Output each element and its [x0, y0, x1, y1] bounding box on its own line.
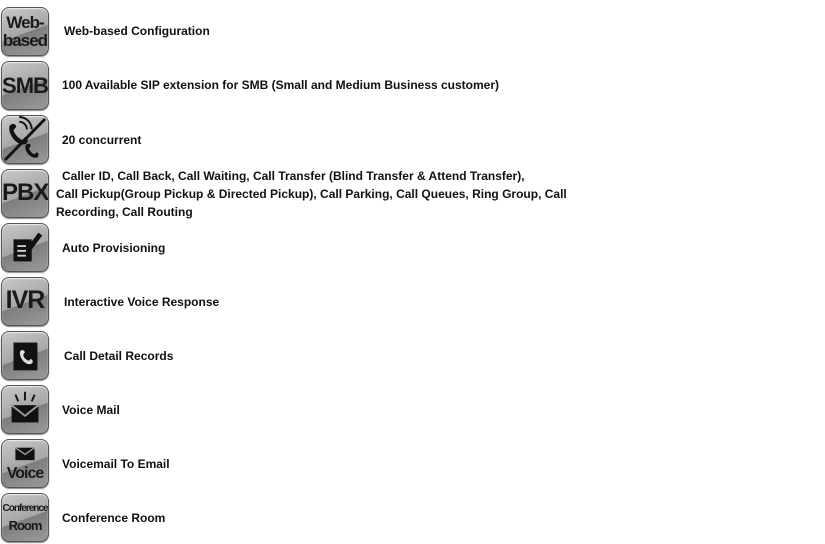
- web-icon-line1: Web-: [6, 13, 44, 32]
- ivr-icon: [1, 277, 49, 326]
- feature-label: Caller ID, Call Back, Call Waiting, Call Transfer (Blind Transfer & Attend Transfer),: [62, 169, 525, 183]
- voice-icon-text: Voice: [6, 465, 44, 482]
- concurrent-calls-icon: [1, 115, 49, 164]
- pbx-icon: [1, 169, 49, 218]
- web-icon-line2: based: [2, 31, 48, 50]
- web-based-icon: [1, 7, 49, 56]
- conference-icon-line1: Conference: [2, 503, 48, 514]
- voice-mail-icon: [1, 385, 49, 434]
- feature-label: Call Detail Records: [64, 349, 174, 363]
- conference-room-icon: [1, 493, 49, 542]
- feature-label: 100 Available SIP extension for SMB (Small and Medium Business customer): [62, 78, 500, 92]
- feature-label: Voicemail To Email: [62, 457, 170, 471]
- feature-label: Interactive Voice Response: [64, 295, 220, 309]
- voicemail-email-icon: [1, 439, 49, 488]
- feature-label: Web-based Configuration: [64, 24, 210, 38]
- smb-icon: [1, 61, 49, 110]
- feature-label: 20 concurrent: [62, 133, 142, 147]
- ivr-icon-text: IVR: [5, 286, 45, 314]
- feature-label: Conference Room: [62, 511, 166, 525]
- feature-label: Auto Provisioning: [62, 241, 166, 255]
- smb-icon-text: SMB: [2, 73, 48, 98]
- pbx-icon-text: PBX: [2, 179, 49, 206]
- conference-icon-line2: Room: [8, 518, 42, 533]
- call-detail-icon: [1, 331, 49, 380]
- provisioning-icon: [1, 223, 49, 272]
- feature-label-continued: Call Pickup(Group Pickup & Directed Pickup), Call Parking, Call Queues, Ring Group, Call Recording, Call Routing: [56, 187, 567, 219]
- feature-label: Voice Mail: [62, 403, 120, 417]
